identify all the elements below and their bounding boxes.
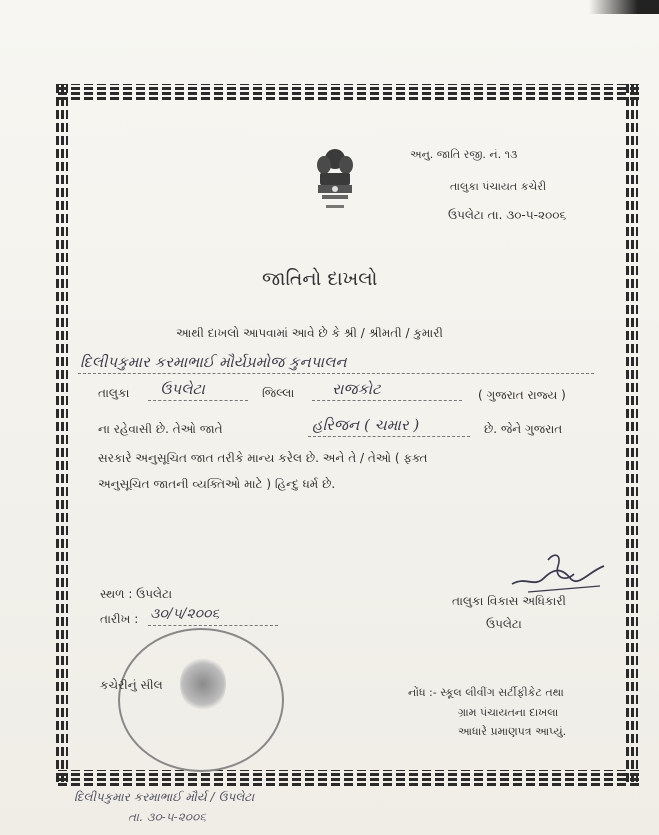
- taluka-underline: [148, 400, 248, 401]
- seal-label: કચેરીનું સીલ: [100, 678, 163, 692]
- applicant-name: દિલીપકુમાર કરમાભાઈ મૌર્યપ્રમોજ કુનપાલન: [80, 353, 347, 371]
- body-line-4: સરકારે અનુસૂચિત જાત તરીકે માન્ય કરેલ છે. અને તે / તેઓ ( ફક્ત: [98, 451, 428, 465]
- office-name: તાલુકા પંચાયત કચેરી: [450, 180, 547, 193]
- officer-signature: [508, 548, 608, 596]
- footer-handwriting-1: દિલીપકુમાર કરમાભાઈ મૌર્ય / ઉપલેટા: [74, 790, 255, 804]
- note-line-3: આધારે પ્રમાણપત્ર આપ્યું.: [458, 725, 567, 738]
- border-right: [626, 84, 638, 784]
- border-left: [56, 84, 68, 784]
- taluka-label: તાલુકા: [98, 386, 130, 400]
- seal-emblem-icon: [180, 655, 226, 713]
- page-title: જાતિનો દાખલો: [262, 268, 378, 290]
- footer-handwriting-2: તા. ૩૦-૫-૨૦૦૬: [128, 810, 206, 824]
- district-label: જિલ્લા: [262, 386, 295, 400]
- caste-underline: [308, 436, 470, 437]
- district-underline: [312, 400, 462, 401]
- state-label: ( ગુજરાત રાજ્ય ): [478, 388, 566, 402]
- date-underline: [148, 625, 278, 626]
- body-line-3-pre: ના રહેવાસી છે. તેઓ જાતે: [98, 422, 223, 436]
- border-top: [58, 84, 640, 100]
- national-emblem-icon: [312, 145, 358, 217]
- header-place-date: ઉપલેટા તા. ૩૦-૫-૨૦૦૬: [448, 208, 567, 222]
- name-underline: [78, 373, 594, 374]
- taluka-value: ઉપલેટા: [160, 380, 205, 398]
- scan-shadow: [589, 0, 659, 14]
- place-label: સ્થળ : ઉપલેટા: [100, 587, 173, 601]
- date-value: ૩૦/૫/૨૦૦૬: [150, 606, 220, 622]
- caste-value: હરિજન ( ચમાર ): [312, 416, 420, 434]
- officer-title: તાલુકા વિકાસ અધિકારી: [452, 594, 566, 608]
- officer-place: ઉપલેટા: [486, 617, 522, 631]
- body-line-1: આથી દાખલો આપવામાં આવે છે કે શ્રી / શ્રીમતી / કુમારી: [176, 326, 443, 340]
- body-line-3-post: છે. જેને ગુજરાત: [484, 422, 563, 436]
- body-line-5: અનુસૂચિત જાતની વ્યક્તિઓ માટે ) હિન્દુ ધર્મ છે.: [98, 477, 336, 491]
- note-line-1: નોંધ :- સ્કૂલ લીવીંગ સર્ટીફીકેટ તથા: [408, 686, 564, 699]
- border-bottom: [58, 770, 640, 786]
- date-label: તારીખ :: [100, 612, 139, 626]
- note-line-2: ગ્રામ પંચાયતના દાખલા: [458, 706, 559, 719]
- outward-number: અનુ. જાતિ રજી. નં. ૧૩: [410, 148, 518, 161]
- district-value: રાજકોટ: [332, 380, 381, 398]
